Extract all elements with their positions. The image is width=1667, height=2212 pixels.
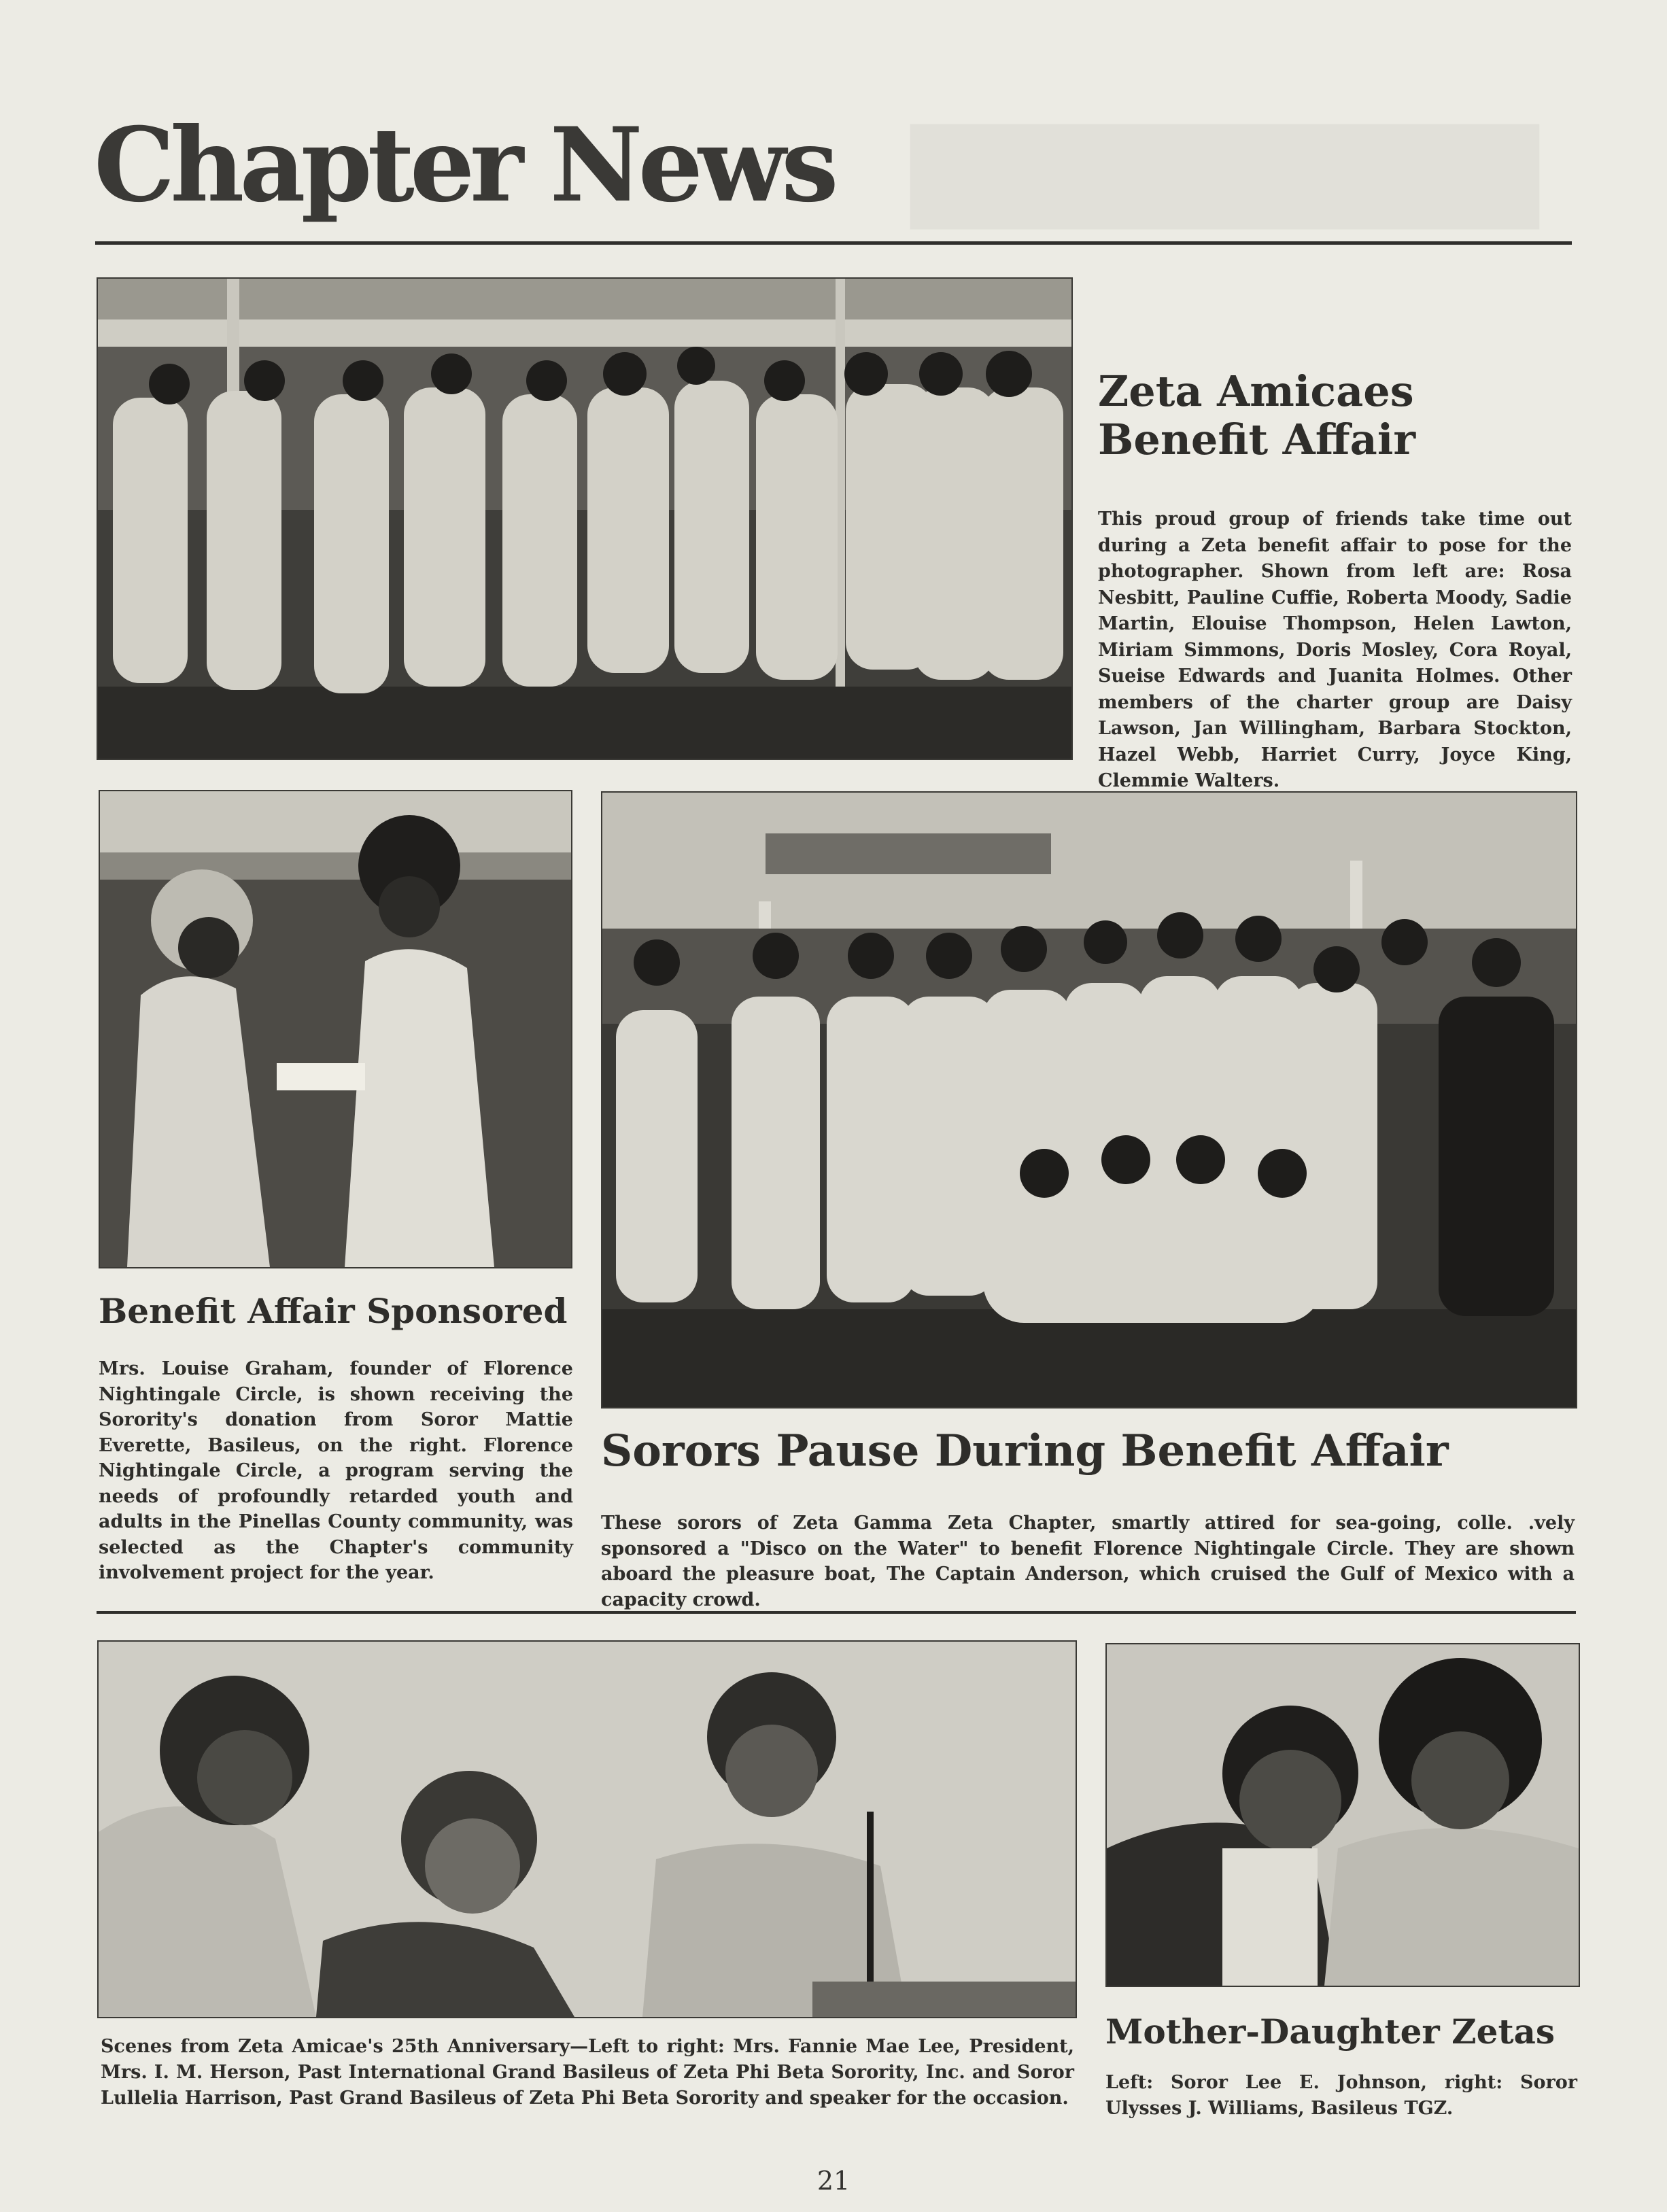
zeta-amicaes-heading-line2: Benefit Affair [1098, 415, 1416, 465]
donation-photo [99, 790, 572, 1268]
mother-daughter-heading: Mother-Daughter Zetas [1105, 2011, 1556, 2052]
group-photo-zeta-amicaes [97, 277, 1073, 760]
masthead-title: Chapter News [94, 105, 834, 225]
sorors-group-photo [601, 791, 1577, 1409]
sorors-pause-caption: These sorors of Zeta Gamma Zeta Chapter, smartly attired for sea-going, colle. .vely sponsored a "Disco on the Water" to benefit Florence Nightingale Circle. They are shown aboard the pleasure boat, The Captain Anderson, which cruised the Gulf of Mexico with a capacity crowd. [601, 1513, 1575, 1610]
zeta-amicaes-heading-line1: Zeta Amicaes [1098, 366, 1414, 416]
benefit-sponsored-heading: Benefit Affair Sponsored [99, 1291, 568, 1331]
anniversary-caption: Scenes from Zeta Amicae's 25th Anniversary—Left to right: Mrs. Fannie Mae Lee, President, Mrs. I. M. Herson, Past International Grand Basileus of Zeta Phi Beta Sorority, Inc. and Soror Lullelia Harrison, Past Grand Basileus of Zeta Phi Beta Sorority and speaker for the occasion. [101, 2036, 1074, 2109]
anniversary-photo [97, 1640, 1077, 2018]
zeta-amicaes-caption: This proud group of friends take time out during a Zeta benefit affair to pose for the photographer. Shown from left are: Rosa Nesbitt, Pauline Cuffie, Roberta Moody, Sadie Martin, Elouise Thompson, Helen Lawton, Miriam Simmons, Doris Mosley, Cora Royal, Sueise Edwards and Juanita Holmes. Other members of the charter group are Daisy Lawson, Jan Willingham, Barbara Stockton, Hazel Webb, Harriet Curry, Joyce King, Clemmie Walters. [1098, 508, 1572, 791]
masthead-rule [95, 241, 1572, 245]
sorors-pause-heading: Sorors Pause During Benefit Affair [601, 1425, 1449, 1476]
mother-daughter-photo [1105, 1643, 1580, 1987]
bleed-through-ghost: ▇▇▇▇▇▇▇▇ [911, 109, 1539, 228]
page-number: 21 [817, 2166, 850, 2196]
zeta-amicaes-heading [1098, 367, 1574, 464]
mother-daughter-caption: Left: Soror Lee E. Johnson, right: Soror Ulysses J. Williams, Basileus TGZ. [1105, 2072, 1577, 2119]
benefit-sponsored-caption: Mrs. Louise Graham, founder of Florence Nightingale Circle, is shown receiving the Sorority's donation from Soror Mattie Everette, Basileus, on the right. Florence Nightingale Circle, a program serving the needs of profoundly retarded youth and adults in the Pinellas County community, was selected as the Chapter's community involvement project for the year. [99, 1358, 573, 1583]
section-divider [97, 1611, 1576, 1614]
